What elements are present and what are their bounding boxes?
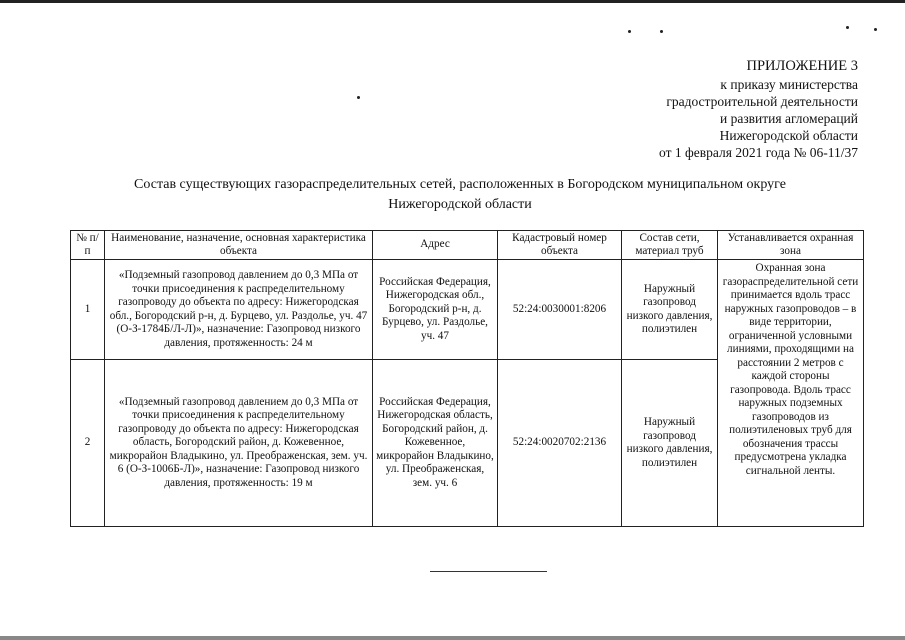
cell-protection-zone: Охранная зона газораспределительной сети принимается вдоль трасс наружных газопроводов – в виде территории, ограниченной условными линиями, проходящими на расстоянии 2 метров с каждой стороны газопровода. Вдоль трасс наружных подземных газопроводов из полиэтиленовых труб для обозначения трассы предусмотрена укладка сигнальной ленты. xyxy=(718,260,864,527)
cell-composition: Наружный газопровод низкого давления, полиэтилен xyxy=(622,260,718,360)
appendix-line: градостроительной деятельности xyxy=(666,94,858,109)
header-num: № п/п xyxy=(71,231,105,260)
cell-address: Российская Федерация, Нижегородская обл., Богородский р-н, д. Бурцево, ул. Раздолье, уч. 47 xyxy=(373,260,498,360)
header-cadastre: Кадастровый номер объекта xyxy=(498,231,622,260)
document-title-line: Нижегородской области xyxy=(388,197,532,212)
header-composition: Состав сети, материал труб xyxy=(622,231,718,260)
cell-name: «Подземный газопровод давлением до 0,3 МПа от точки присоединения к распределительному газопроводу до объекта по адресу: Нижегородская обл., Богородский р-н, д. Бурцево, ул. Раздолье, уч. 47 (О-З-1784Б/Л-Л)», назначение: Газопровод низкого давления, протяженность: 24 м xyxy=(105,260,373,360)
cell-num: 2 xyxy=(71,360,105,527)
appendix-block xyxy=(558,58,858,161)
scan-speck xyxy=(628,30,631,33)
cell-cadastre: 52:24:0020702:2136 xyxy=(498,360,622,527)
appendix-line: от 1 февраля 2021 года № 06-11/37 xyxy=(659,145,858,160)
table-header-row xyxy=(71,231,864,260)
scan-speck xyxy=(660,30,663,33)
cell-composition: Наружный газопровод низкого давления, полиэтилен xyxy=(622,360,718,527)
footer-rule xyxy=(430,571,547,572)
appendix-line: к приказу министерства xyxy=(720,77,858,92)
appendix-heading: ПРИЛОЖЕНИЕ 3 xyxy=(746,58,858,74)
scan-speck xyxy=(874,28,877,31)
table-row xyxy=(71,260,864,360)
cell-cadastre: 52:24:0030001:8206 xyxy=(498,260,622,360)
cell-name: «Подземный газопровод давлением до 0,3 МПа от точки присоединения к распределительному газопроводу до объекта по адресу: Нижегородская область, Богородский район, д. Кожевенное, микрорайон Владыкино, ул. Преображенская, зем. уч. 6 (О-З-1006Б-Л)», назначение: Газопровод низкого давления, протяженность: 19 м xyxy=(105,360,373,527)
cell-num: 1 xyxy=(71,260,105,360)
header-name: Наименование, назначение, основная характеристика объекта xyxy=(105,231,373,260)
document-title-line: Состав существующих газораспределительных сетей, расположенных в Богородском муниципальном округе xyxy=(134,177,786,192)
cell-address: Российская Федерация, Нижегородская область, Богородский район, д. Кожевенное, микрорайон Владыкино, ул. Преображенская, зем. уч. 6 xyxy=(373,360,498,527)
scan-speck xyxy=(846,26,849,29)
scan-top-border xyxy=(0,0,905,3)
document-title xyxy=(90,175,830,215)
header-address: Адрес xyxy=(373,231,498,260)
header-zone: Устанавливается охранная зона xyxy=(718,231,864,260)
appendix-line: и развития агломераций xyxy=(719,111,858,126)
appendix-line: Нижегородской области xyxy=(719,128,858,143)
scan-bottom-border xyxy=(0,636,905,640)
gas-network-table xyxy=(70,230,864,527)
scan-speck xyxy=(357,96,360,99)
